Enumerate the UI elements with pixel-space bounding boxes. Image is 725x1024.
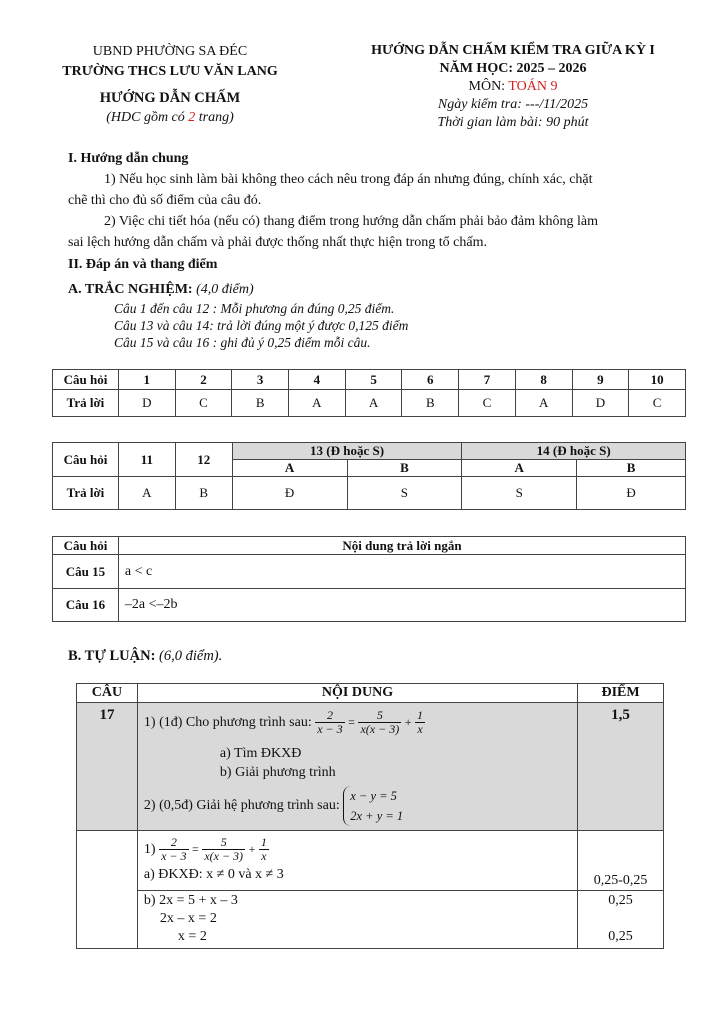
row-label-answer: Trả lời: [53, 477, 119, 510]
header-left: [40, 42, 300, 128]
answer-cell: A: [289, 390, 346, 417]
question-number: 4: [289, 370, 346, 390]
q17-solution-a-row: [77, 831, 664, 891]
question-number: 1: [118, 370, 175, 390]
page-note: (HDC gồm có 2 trang): [106, 110, 234, 125]
fraction-mid: $\frac{5}{x(x - 3)}$: [360, 708, 400, 737]
question-number: 5: [345, 370, 402, 390]
essay-table: [76, 683, 664, 949]
mcq-rule-3: Câu 15 và câu 16 : ghi đủ ý 0,25 điểm mỗi câu.: [114, 335, 371, 350]
col-header-cau: CÂU: [77, 684, 138, 703]
answers-heading: II. Đáp án và thang điểm: [68, 257, 218, 272]
question-number: 10: [629, 370, 686, 390]
q13-a-answer: Đ: [232, 477, 347, 510]
solution-b-score-2: 0,25: [608, 929, 633, 944]
school-year: NĂM HỌC: 2025 – 2026: [439, 61, 587, 76]
q16-label: Câu 16: [53, 589, 119, 622]
q14-sub-a: A: [462, 460, 577, 477]
q14-sub-b: B: [577, 460, 686, 477]
mcq-rule-2: Câu 13 và câu 14: trả lời đúng một ý được 0,125 điểm: [114, 318, 409, 333]
question-number: 9: [572, 370, 629, 390]
q17-part1: 1) (1đ) Cho phương trình sau: $\frac{2}{x - 3}$ = $\frac{5}{x(x - 3)}$ + $\frac{1}{x}$: [143, 708, 423, 737]
q17-score: 1,5: [578, 703, 664, 831]
exam-date: Ngày kiểm tra: ---/11/2025: [437, 97, 589, 112]
general-p2-line1: 2) Việc chi tiết hóa (nếu có) thang điểm trong hướng dẫn chấm phải bảo đảm không làm: [104, 214, 599, 229]
row-label-question: Câu hỏi: [53, 370, 119, 390]
general-p1-line2: chẽ thì cho đủ số điểm của câu đó.: [68, 193, 262, 208]
school-name: TRƯỜNG THCS LƯU VĂN LANG: [62, 64, 278, 79]
q17-part1a: a) Tìm ĐKXĐ: [219, 746, 302, 761]
mcq-rule-1: Câu 1 đến câu 12 : Mỗi phương án đúng 0,25 điểm.: [114, 301, 395, 316]
row-label-answer: Trả lời: [53, 390, 119, 417]
q13-b-answer: S: [347, 477, 462, 510]
q17-prompt-row: [77, 703, 664, 831]
question-number: 8: [515, 370, 572, 390]
q13-sub-a: A: [232, 460, 347, 477]
q15-label: Câu 15: [53, 555, 119, 589]
q14-b-answer: Đ: [577, 477, 686, 510]
q17-part1b: b) Giải phương trình: [219, 765, 336, 780]
row-label-question: Câu hỏi: [53, 443, 119, 477]
org-line-1: UBND PHƯỜNG SA ĐÉC: [92, 44, 248, 59]
mcq-table-1-question-row: [53, 370, 686, 390]
solution-b-score-1: 0,25: [608, 893, 633, 908]
answer-cell: A: [515, 390, 572, 417]
question-number: 3: [232, 370, 289, 390]
q17-solution-b: b) 2x = 5 + x – 3 2x – x = 2 x = 2: [137, 891, 577, 949]
answer-cell: D: [572, 390, 629, 417]
q17-solution-a: 1) $\frac{2}{x - 3}$ = $\frac{5}{x(x - 3)}$ + $\frac{1}{x}$ a) ĐKXĐ: x ≠ 0 và x ≠ 3: [137, 831, 577, 891]
col-header-score: ĐIỂM: [578, 684, 664, 703]
q17-solution-b-row: [77, 891, 664, 949]
fraction-left: $\frac{2}{x - 3}$: [317, 708, 343, 737]
answer-cell: C: [629, 390, 686, 417]
general-heading: I. Hướng dẫn chung: [68, 151, 189, 166]
answer-cell: A: [118, 477, 175, 510]
question-number: 6: [402, 370, 459, 390]
solution-a-score: 0,25-0,25: [578, 831, 664, 891]
answer-cell: B: [232, 390, 289, 417]
doc-title: HƯỚNG DẪN CHẤM KIỂM TRA GIỮA KỲ I: [371, 43, 655, 58]
general-p2-line2: sai lệch hướng dẫn chấm và phải được thống nhất thực hiện trong tổ chấm.: [68, 235, 487, 250]
q15-answer: a < c: [118, 555, 685, 589]
q17-prompt: [137, 703, 577, 831]
header-right: [328, 42, 698, 132]
col-header-content: NỘI DUNG: [137, 684, 577, 703]
question-number: 2: [175, 370, 232, 390]
fraction-right: $\frac{1}{x}$: [416, 708, 423, 737]
answer-cell: C: [459, 390, 516, 417]
mcq-heading: A. TRẮC NGHIỆM: (4,0 điểm): [68, 282, 254, 297]
mcq-table-2: [52, 442, 686, 510]
doc-type: HƯỚNG DẪN CHẤM: [99, 90, 241, 106]
general-p1-line1: 1) Nếu học sinh làm bài không theo cách nêu trong đáp án nhưng đúng, chính xác, chặt: [104, 172, 593, 187]
short-answer-table: [52, 536, 686, 622]
exam-duration: Thời gian làm bài: 90 phút: [437, 115, 589, 130]
q13-header: 13 (Đ hoặc S): [232, 443, 462, 460]
q17-number: 17: [77, 703, 138, 831]
answer-cell: A: [345, 390, 402, 417]
q16-answer: –2a <–2b: [118, 589, 685, 622]
row-label-question: Câu hỏi: [53, 537, 119, 555]
question-number: 7: [459, 370, 516, 390]
short-answer-header: Nội dung trả lời ngắn: [118, 537, 685, 555]
answer-cell: B: [175, 477, 232, 510]
answer-cell: C: [175, 390, 232, 417]
q13-sub-b: B: [347, 460, 462, 477]
dkxd-line: a) ĐKXĐ: x ≠ 0 và x ≠ 3: [143, 867, 284, 882]
q14-a-answer: S: [462, 477, 577, 510]
q17-part2: 2) (0,5đ) Giải hệ phương trình sau: x − y = 5 2x + y = 1: [144, 786, 571, 826]
essay-heading: B. TỰ LUẬN: (6,0 điểm).: [68, 648, 223, 664]
mcq-table-1-answer-row: [53, 390, 686, 417]
question-number: 11: [118, 443, 175, 477]
subject: MÔN: TOÁN 9: [468, 79, 558, 94]
q14-header: 14 (Đ hoặc S): [462, 443, 686, 460]
equation-system: x − y = 5 2x + y = 1: [343, 786, 403, 826]
mcq-table-1: [52, 369, 686, 417]
answer-cell: B: [402, 390, 459, 417]
question-number: 12: [175, 443, 232, 477]
solution-b-scores: [578, 891, 664, 949]
answer-cell: D: [118, 390, 175, 417]
